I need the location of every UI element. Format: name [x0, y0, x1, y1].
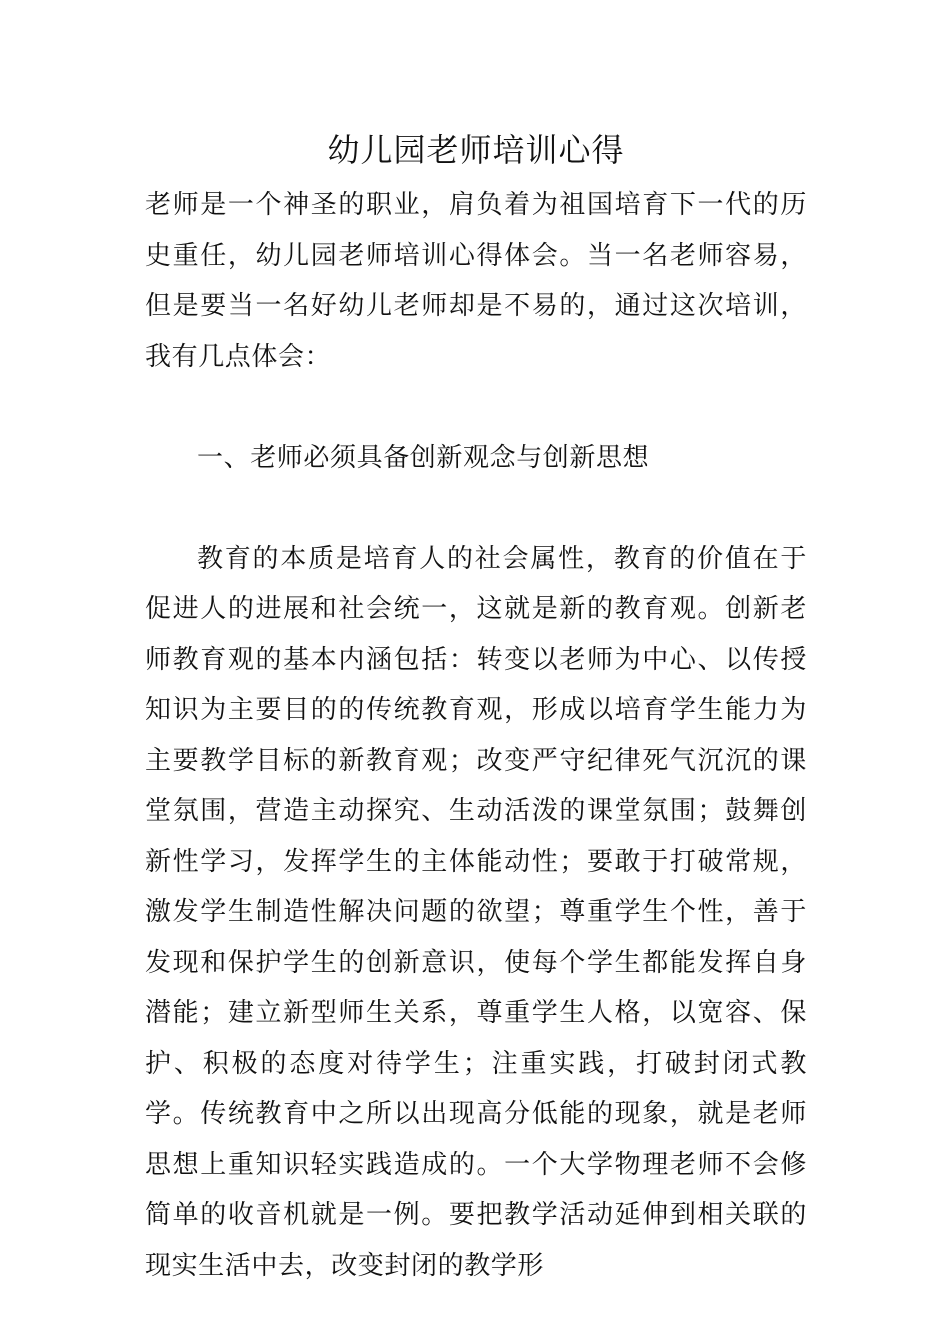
- paragraph-spacer: [145, 382, 807, 433]
- intro-paragraph: 老师是一个神圣的职业，肩负着为祖国培育下一代的历史重任，幼儿园老师培训心得体会。当一名老师容易，但是要当一名好幼儿老师却是不易的，通过这次培训，我有几点体会：: [145, 190, 807, 372]
- paragraph-spacer: [145, 483, 807, 534]
- section-heading: 一、老师必须具备创新观念与创新思想: [197, 442, 650, 473]
- document-page: [145, 128, 807, 1291]
- document-title: 幼儿园老师培训心得: [327, 131, 625, 169]
- section-body-paragraph: 教育的本质是培育人的社会属性，教育的价值在于促进人的进展和社会统一，这就是新的教育观。创新老师教育观的基本内涵包括：转变以老师为中心、以传授知识为主要目的的传统教育观，形成以培育学生能力为主要教学目标的新教育观；改变严守纪律死气沉沉的课堂氛围，营造主动探究、生动活泼的课堂氛围；鼓舞创新性学习，发挥学生的主体能动性；要敢于打破常规，激发学生制造性解决问题的欲望；尊重学生个性，善于发现和保护学生的创新意识，使每个学生都能发挥自身潜能；建立新型师生关系，尊重学生人格，以宽容、保护、积极的态度对待学生；注重实践，打破封闭式教学。传统教育中之所以出现高分低能的现象，就是老师思想上重知识轻实践造成的。一个大学物理老师不会修简单的收音机就是一例。要把教学活动延伸到相关联的现实生活中去，改变封闭的教学形: [145, 543, 807, 1281]
